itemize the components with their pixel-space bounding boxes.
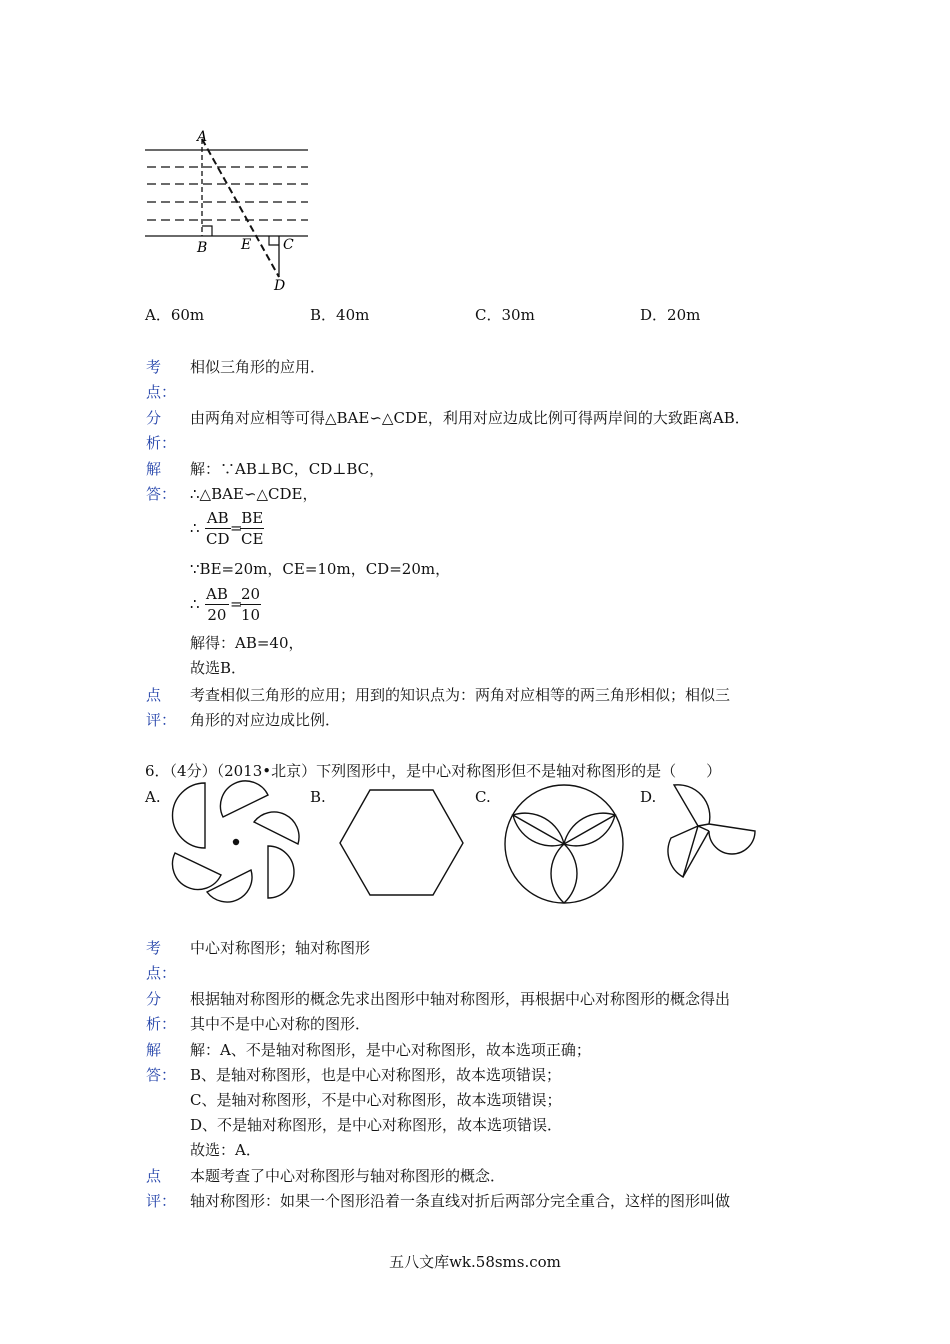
q5-jieda-line-5: 故选B． bbox=[190, 659, 247, 677]
q5-dianping-line-1: 考查相似三角形的应用；用到的知识点为：两角对应相等的两三角形相似；相似三 bbox=[190, 686, 731, 704]
q5-jieda-line-3: ∵BE=20m，CE=10m，CD=20m， bbox=[190, 560, 451, 578]
q6-dianping-label-1: 点 bbox=[146, 1167, 162, 1185]
half-disk-shape bbox=[220, 781, 268, 817]
q6-option-label-d: D. bbox=[640, 788, 657, 806]
blade-shape bbox=[709, 824, 755, 854]
q6-jieda-line-1: 解：A、不是轴对称图形，是中心对称图形，故本选项正确； bbox=[190, 1041, 591, 1059]
point-label-B: B bbox=[197, 240, 208, 256]
q5-option-c: C．30m bbox=[475, 306, 535, 324]
q5-dianping-line-2: 角形的对应边成比例． bbox=[190, 711, 341, 729]
q5-fenxi-label-2: 析： bbox=[146, 434, 177, 452]
q6-option-label-b: B. bbox=[310, 788, 326, 806]
q6-question: 6．（4分）（2013•北京）下列图形中，是中心对称图形但不是轴对称图形的是（ ） bbox=[145, 762, 722, 780]
q6-fenxi-label-2: 析： bbox=[146, 1015, 177, 1033]
option-b-hexagon-figure bbox=[335, 785, 470, 900]
half-disk-shape bbox=[207, 870, 252, 902]
q5-jieda-line-2: ∴△BAE∽△CDE， bbox=[190, 485, 318, 503]
q5-jieda-label-2: 答： bbox=[146, 485, 177, 503]
q6-kaodian-text: 中心对称图形；轴对称图形 bbox=[190, 939, 371, 957]
right-angle-C bbox=[269, 236, 279, 245]
therefore-symbol: ∴ bbox=[190, 519, 200, 537]
point-label-E: E bbox=[241, 237, 252, 253]
right-angle-B bbox=[202, 226, 212, 236]
q5-dianping-label-2: 评： bbox=[146, 711, 177, 729]
fraction-numerator: AB bbox=[206, 585, 228, 603]
option-c-circle-figure bbox=[500, 780, 630, 910]
point-label-D: D bbox=[274, 278, 286, 294]
lens-shape bbox=[513, 813, 564, 844]
q5-jieda-line-4: 解得：AB=40， bbox=[190, 634, 304, 652]
q5-kaodian-label-2: 点： bbox=[146, 383, 177, 401]
fraction-be-ce bbox=[240, 508, 264, 549]
lens-shape bbox=[564, 813, 615, 844]
fraction-denominator: CE bbox=[241, 530, 264, 548]
q6-kaodian-label-1: 考 bbox=[146, 939, 162, 957]
half-disk-shape bbox=[173, 783, 206, 848]
blade-shape bbox=[668, 826, 698, 877]
q6-dianping-label-2: 评： bbox=[146, 1192, 177, 1210]
q5-jieda-label-1: 解 bbox=[146, 460, 162, 478]
lens-shape bbox=[564, 844, 577, 903]
q5-option-d: D．20m bbox=[640, 306, 701, 324]
half-disk-shape bbox=[254, 812, 299, 844]
fraction-numerator: AB bbox=[206, 509, 229, 527]
equals-sign: = bbox=[230, 595, 243, 613]
fraction-denominator: 20 bbox=[207, 606, 227, 624]
q6-jieda-label-1: 解 bbox=[146, 1041, 162, 1059]
fraction-20-10 bbox=[240, 584, 261, 625]
q5-dianping-label-1: 点 bbox=[146, 686, 162, 704]
q6-jieda-line-5: 故选：A． bbox=[190, 1141, 261, 1159]
hexagon-shape bbox=[340, 790, 463, 895]
q6-jieda-line-4: D、不是轴对称图形，是中心对称图形，故本选项错误． bbox=[190, 1116, 563, 1134]
fraction-ab-20 bbox=[205, 584, 229, 625]
q6-dianping-line-2: 轴对称图形：如果一个图形沿着一条直线对折后两部分完全重合，这样的图形叫做 bbox=[190, 1192, 731, 1210]
fraction-numerator: BE bbox=[241, 509, 264, 527]
q6-jieda-line-3: C、是轴对称图形，不是中心对称图形，故本选项错误； bbox=[190, 1091, 562, 1109]
q5-jieda-line-1: 解：∵AB⊥BC，CD⊥BC， bbox=[190, 460, 385, 478]
q5-kaodian-label-1: 考 bbox=[146, 358, 162, 376]
q5-kaodian-text: 相似三角形的应用． bbox=[190, 358, 326, 376]
center-dot bbox=[233, 839, 239, 845]
lens-shape bbox=[551, 844, 564, 903]
fraction-denominator: 10 bbox=[241, 606, 261, 624]
q6-kaodian-label-2: 点： bbox=[146, 964, 177, 982]
therefore-symbol: ∴ bbox=[190, 595, 200, 613]
fraction-numerator: 20 bbox=[241, 585, 261, 603]
q6-fenxi-line-2: 其中不是中心对称的图形． bbox=[190, 1015, 371, 1033]
half-disk-shape bbox=[268, 846, 294, 898]
blade-shape bbox=[698, 826, 709, 831]
blade-shape bbox=[698, 824, 709, 826]
river-similar-triangles-figure bbox=[140, 125, 315, 295]
fraction-denominator: CD bbox=[206, 530, 230, 548]
q5-fenxi-label-1: 分 bbox=[146, 409, 162, 427]
equals-sign: = bbox=[230, 519, 243, 537]
q5-option-a: A．60m bbox=[145, 306, 205, 324]
half-disk-shape bbox=[173, 853, 221, 889]
blade-shape bbox=[683, 831, 709, 877]
option-d-three-blade-figure bbox=[660, 780, 765, 885]
point-label-A: A bbox=[197, 129, 208, 145]
blade-shape bbox=[674, 785, 710, 826]
q5-fenxi-text: 由两角对应相等可得△BAE∽△CDE，利用对应边成比例可得两岸间的大致距离AB． bbox=[190, 409, 750, 427]
q6-dianping-line-1: 本题考查了中心对称图形与轴对称图形的概念． bbox=[190, 1167, 506, 1185]
option-a-pinwheel-figure bbox=[165, 780, 310, 905]
q6-fenxi-label-1: 分 bbox=[146, 990, 162, 1008]
segment-AD bbox=[202, 139, 279, 277]
q6-jieda-line-2: B、是轴对称图形，也是中心对称图形，故本选项错误； bbox=[190, 1066, 562, 1084]
q6-option-label-c: C. bbox=[475, 788, 491, 806]
q6-jieda-label-2: 答： bbox=[146, 1066, 177, 1084]
page-footer: 五八文库wk.58sms.com bbox=[389, 1253, 561, 1271]
fraction-ab-cd bbox=[205, 508, 231, 549]
point-label-C: C bbox=[283, 237, 294, 253]
q5-option-b: B．40m bbox=[310, 306, 370, 324]
q6-option-label-a: A. bbox=[145, 788, 161, 806]
q6-fenxi-line-1: 根据轴对称图形的概念先求出图形中轴对称图形，再根据中心对称图形的概念得出 bbox=[190, 990, 731, 1008]
